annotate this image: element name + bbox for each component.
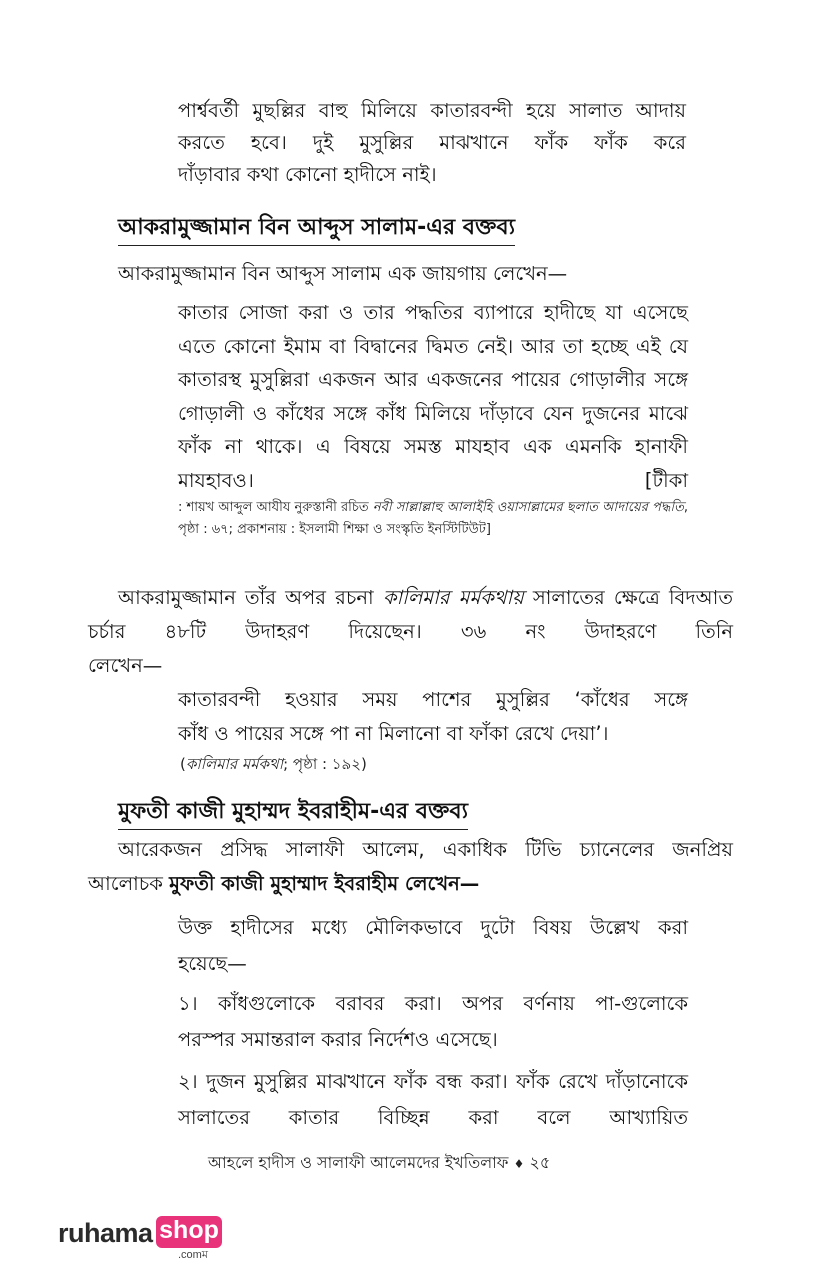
watermark-logo: ruhama shop .comম <box>58 1212 228 1260</box>
page-number: ২৫ <box>529 1153 551 1172</box>
section1-footnote: : শায়খ আব্দুল আযীয নুরুস্তানী রচিত নবী সাল্লাল্লাহু আলাইহি ওয়াসাল্লামের ছলাত আদায়ের পদ্ধতি, পৃষ্ঠা : ৬৭; প্রকাশনায় : ইসলামী শিক্ষা ও সংস্কৃতি ইনস্টিটিউট] <box>178 500 688 537</box>
section2-quote-3: ২। দুজন মুসুল্লির মাঝখানে ফাঁক বন্ধ করা। ফাঁক রেখে দাঁড়ানোকে সালাতের কাতার বিচ্ছিন্ন করা বলে আখ্যায়িত <box>178 1070 688 1129</box>
section1-lead: আকরামুজ্জামান বিন আব্দুস সালাম এক জায়গায় লেখেন— <box>118 262 568 285</box>
section2-quote-2: ১। কাঁধগুলোকে বরাবর করা। অপর বর্ণনায় পা-গুলোকে পরস্পর সমান্তরাল করার নির্দেশও এসেছে। <box>178 992 688 1051</box>
section1-quote: কাতার সোজা করা ও তার পদ্ধতির ব্যাপারে হাদীছে যা এসেছে এতে কোনো ইমাম বা বিদ্বানের দ্বিমত নেই। আর তা হচ্ছে এই যে কাতারস্থ মুসুল্লিরা একজন আর একজনের পায়ের গোড়ালীর সঙ্গে গোড়ালী ও কাঁধের সঙ্গে কাঁধ মিলিয়ে দাঁড়াবে যেন দুজনের মাঝে ফাঁক না থাকে। এ বিষয়ে সমস্ত মাযহাব এক এমনকি হানাফী মাযহাবও। [টীকা <box>178 301 688 492</box>
intro-paragraph: পার্শ্ববর্তী মুছল্লির বাহু মিলিয়ে কাতারবন্দী হয়ে সালাত আদায় করতে হবে। দুই মুসুল্লির মাঝখানে ফাঁক ফাঁক করে দাঁড়াবার কথা কোনো হাদীসে নাই। <box>178 99 686 186</box>
paragraph-bidat-examples: আকরামুজ্জামান তাঁর অপর রচনা কালিমার মর্মকথায় সালাতের ক্ষেত্রে বিদআত চর্চার ৪৮টি উদাহরণ দিয়েছেন। ৩৬ নং উদাহরণে তিনি লেখেন— <box>88 586 733 677</box>
quote2-reference: (কালিমার মর্মকথা; পৃষ্ঠা : ১৯২) <box>180 755 367 773</box>
section-heading-mufti-kazi: মুফতী কাজী মুহাম্মদ ইবরাহীম-এর বক্তব্য <box>118 797 468 830</box>
section2-quote-1: উক্ত হাদীসের মধ্যে মৌলিকভাবে দুটো বিষয় উল্লেখ করা হয়েছে— <box>178 916 688 975</box>
page-footer <box>208 1150 550 1177</box>
running-title: আহলে হাদীস ও সালাফী আলেমদের ইখতিলাফ <box>208 1153 509 1172</box>
quote-kalimar-mormokotha: কাতারবন্দী হওয়ার সময় পাশের মুসুল্লির ‘কাঁধের সঙ্গে কাঁধ ও পায়ের সঙ্গে পা না মিলানো বা ফাঁকা রেখে দেয়া’। <box>178 688 688 745</box>
section2-intro: আরেকজন প্রসিদ্ধ সালাফী আলেম, একাধিক টিভি চ্যানেলের জনপ্রিয় আলোচক মুফতী কাজী মুহাম্মাদ ইবরাহীম লেখেন— <box>88 838 733 895</box>
footer-separator-icon: ♦ <box>513 1157 525 1171</box>
logo-shop-box: shop <box>156 1216 222 1248</box>
section-heading-akramuzzaman: আকরামুজ্জামান বিন আব্দুস সালাম-এর বক্তব্য <box>118 213 515 246</box>
